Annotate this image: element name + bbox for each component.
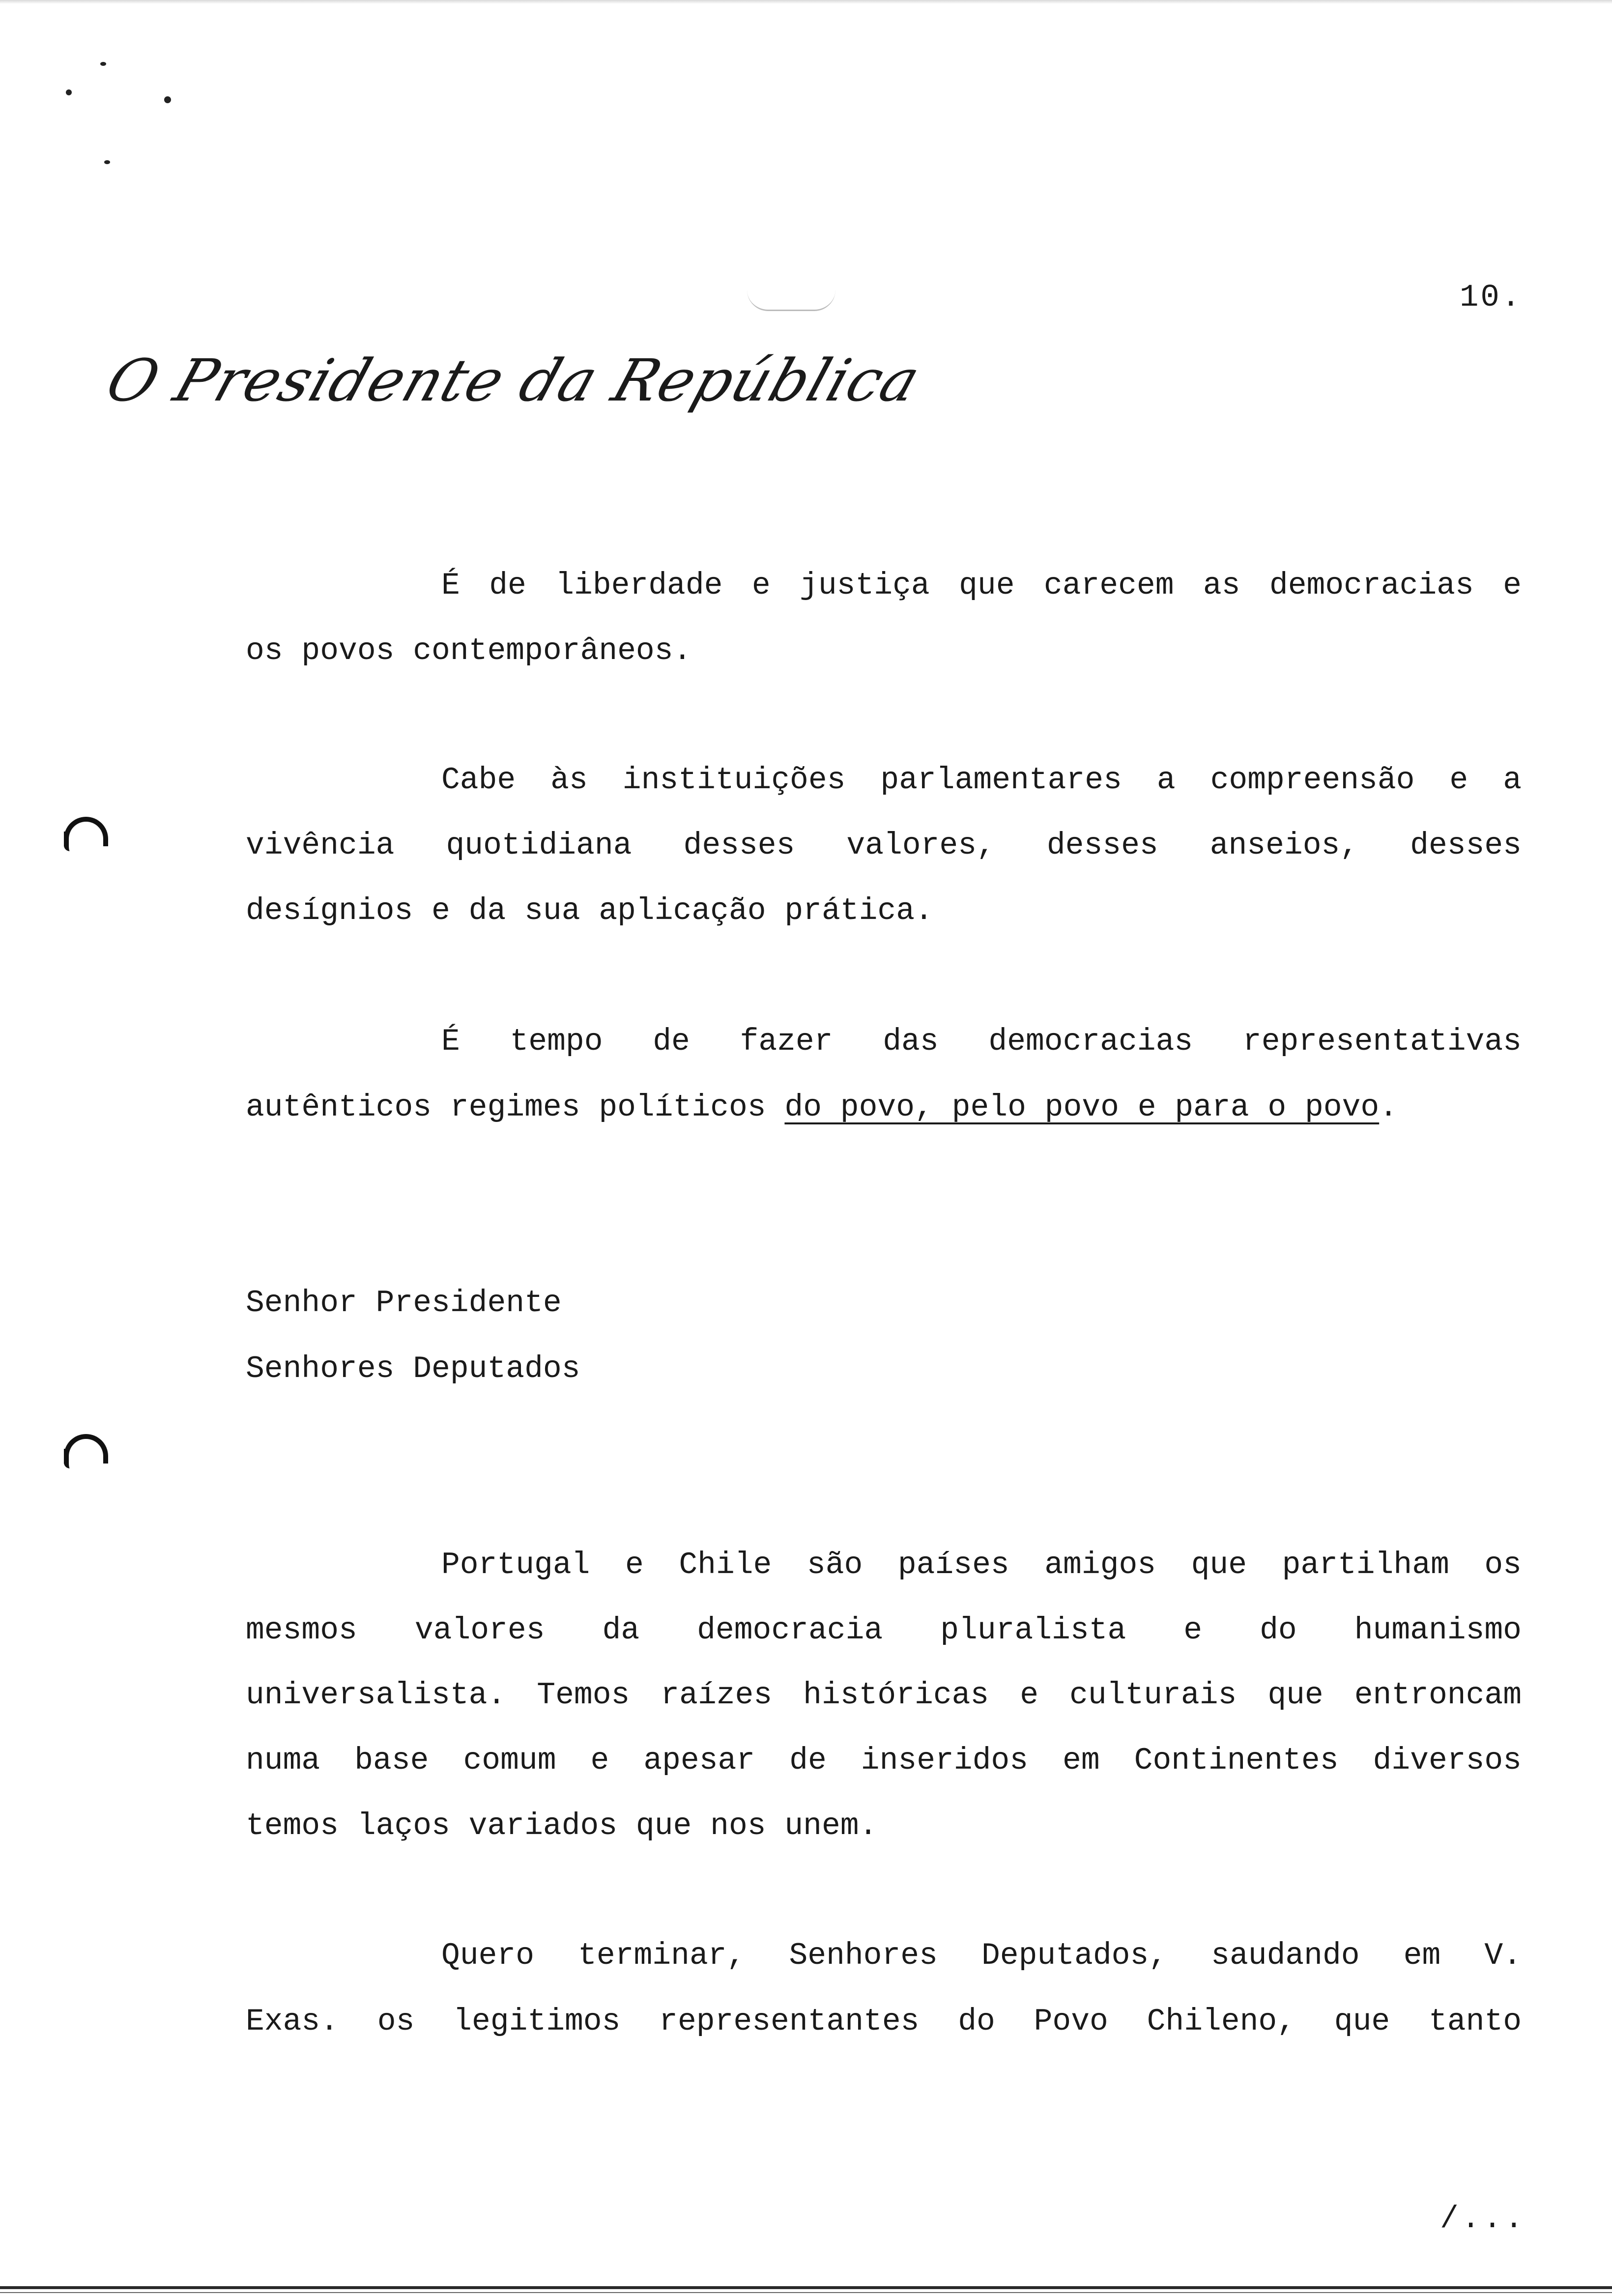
- scan-speck: [104, 160, 110, 164]
- paragraph-3-line-2: [246, 1092, 1398, 1123]
- paragraph-4-line-4: numa base comum e apesar de inseridos em Continentes diversos: [246, 1743, 1522, 1778]
- scan-speck: [164, 96, 171, 103]
- paragraph-3-underlined-phrase: do povo, pelo povo e para o povo: [784, 1090, 1380, 1125]
- paragraph-4-line-1: Portugal e Chile são países amigos que partilham os: [441, 1548, 1522, 1582]
- letterhead-title: O Presidente da República: [98, 346, 929, 414]
- paragraph-3-line-1: É tempo de fazer das democracias representativas: [441, 1024, 1522, 1059]
- scan-speck: [100, 62, 106, 66]
- continuation-mark: /...: [1440, 2202, 1526, 2237]
- paragraph-1-line-1: É de liberdade e justiça que carecem as democracias e: [441, 568, 1522, 603]
- paragraph-1-line-2: os povos contemporâneos.: [246, 633, 692, 668]
- paragraph-5-line-2: Exas. os legitimos representantes do Povo Chileno, que tanto: [246, 2004, 1522, 2039]
- page-number: 10.: [1460, 280, 1523, 316]
- paragraph-2-line-1: Cabe às instituições parlamentares a compreensão e a: [441, 763, 1522, 798]
- paragraph-5-line-1: Quero terminar, Senhores Deputados, saudando em V.: [441, 1938, 1522, 1973]
- scan-artifact: [747, 290, 835, 311]
- scan-top-edge: [0, 0, 1612, 4]
- scan-bottom-edge: [0, 2286, 1612, 2289]
- letterhead: [98, 346, 929, 445]
- paragraph-2-line-2: vivência quotidiana desses valores, desses anseios, desses: [246, 828, 1522, 863]
- scan-speck: [66, 89, 72, 95]
- binder-hole-mark: [64, 1434, 108, 1464]
- binder-hole-mark: [64, 817, 108, 846]
- paragraph-3-line-2-suffix: .: [1379, 1090, 1398, 1125]
- salutation-line-1: Senhor Presidente: [246, 1286, 562, 1320]
- paragraph-4-line-5: temos laços variados que nos unem.: [246, 1808, 878, 1843]
- scan-bottom-edge-faint: [0, 2292, 1612, 2293]
- paragraph-3-line-2-prefix: autênticos regimes políticos: [246, 1090, 785, 1125]
- paragraph-4-line-2: mesmos valores da democracia pluralista e do humanismo: [246, 1613, 1522, 1648]
- paragraph-2-line-3: desígnios e da sua aplicação prática.: [246, 893, 933, 928]
- paragraph-4-line-3: universalista. Temos raízes históricas e culturais que entroncam: [246, 1678, 1522, 1713]
- salutation-line-2: Senhores Deputados: [246, 1351, 580, 1386]
